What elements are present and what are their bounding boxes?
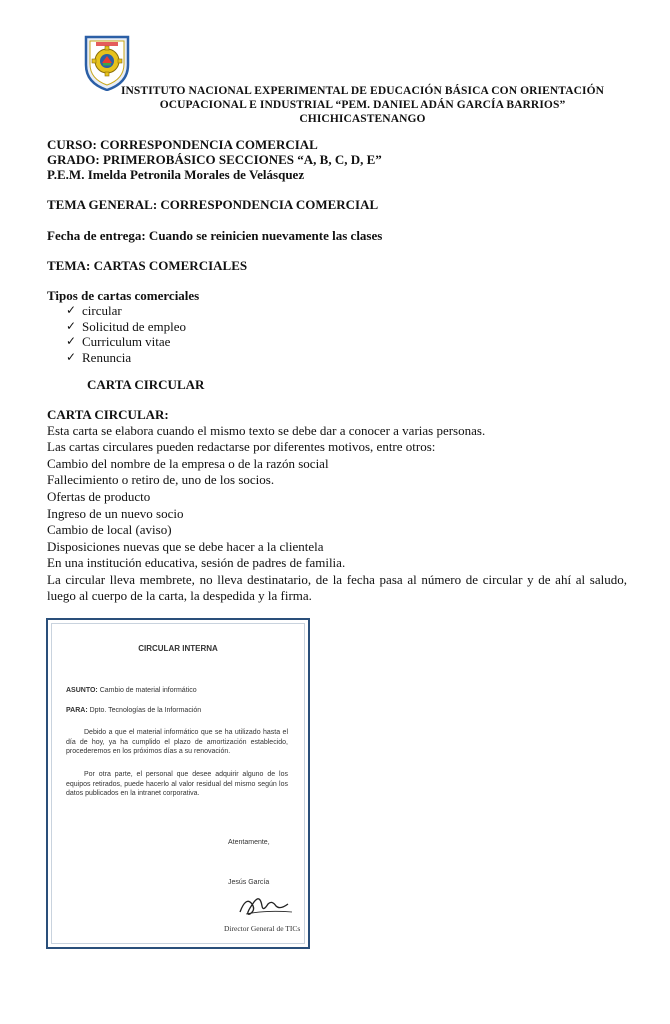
teacher-line: P.E.M. Imelda Petronila Morales de Velásquez [47,167,305,182]
letter-recipient: PARA: Dpto. Tecnologías de la Información [66,707,202,714]
types-list [66,303,186,365]
due-date: Fecha de entrega: Cuando se reinicien nuevamente las clases [47,228,383,243]
letter-paragraph-2: Por otra parte, el personal que desee adquirir alguno de los equipos retirados, puede hacerlo al valor residual del mismo según los datos publicados en la intranet corporativa. [66,771,288,797]
letter-paragraph-1: Debido a que el material informático que se ha utilizado hasta el día de hoy, ya ha cumplido el plazo de amortización establecido, procederemos en los próximos días a su renovación. [66,729,288,755]
signature-icon [236,892,296,918]
letter-title: CIRCULAR INTERNA [138,644,218,653]
body-line: Esta carta se elabora cuando el mismo texto se debe dar a conocer a varias personas. [47,423,486,438]
body-line: Fallecimiento o retiro de, uno de los socios. [47,472,275,487]
list-item: ✓ Curriculum vitae [66,334,171,349]
general-topic: TEMA GENERAL: CORRESPONDENCIA COMERCIAL [47,197,379,212]
section-heading: CARTA CIRCULAR: [47,407,169,422]
body-line: Las cartas circulares pueden redactarse por diferentes motivos, entre otros: [47,439,436,454]
body-line: En una institución educativa, sesión de padres de familia. [47,555,346,570]
list-item: ✓ circular [66,303,122,318]
checkmark-icon: ✓ [66,349,77,364]
school-logo [82,33,132,91]
letter-signer: Jesús García [228,879,270,886]
grade-line: GRADO: PRIMEROBÁSICO SECCIONES “A, B, C, D, E” [47,152,382,167]
checkmark-icon: ✓ [66,318,77,333]
sample-letter-image [46,618,310,949]
body-line: Ingreso de un nuevo socio [47,506,184,521]
topic: TEMA: CARTAS COMERCIALES [47,258,248,273]
course-line: CURSO: CORRESPONDENCIA COMERCIAL [47,137,318,152]
list-item: ✓ Renuncia [66,349,132,365]
section-title: CARTA CIRCULAR [87,377,205,392]
letter-signer-role: Director General de TICs [224,924,301,933]
body-line: Cambio de local (aviso) [47,522,172,537]
letter-subject: ASUNTO: Cambio de material informático [66,687,197,694]
list-item: ✓ Solicitud de empleo [66,318,186,334]
body-line: Disposiciones nuevas que se debe hacer a la clientela [47,539,324,554]
body-line: Ofertas de producto [47,489,151,504]
institution-name-line1: INSTITUTO NACIONAL EXPERIMENTAL DE EDUCACIÓN BÁSICA CON ORIENTACIÓN [120,85,605,97]
types-title: Tipos de cartas comerciales [47,288,200,303]
checkmark-icon: ✓ [66,303,77,317]
institution-city: CHICHICASTENANGO [299,113,426,125]
letter-closing: Atentamente, [228,839,270,846]
final-paragraph: La circular lleva membrete, no lleva destinatario, de la fecha pasa al número de circular y de ahí al saludo, luego al cuerpo de la carta, la despedida y la firma. [47,572,627,603]
body-line: Cambio del nombre de la empresa o de la razón social [47,456,329,471]
checkmark-icon: ✓ [66,334,77,348]
institution-name-line2: OCUPACIONAL E INDUSTRIAL “PEM. DANIEL ADÁN GARCÍA BARRIOS” [159,99,566,111]
